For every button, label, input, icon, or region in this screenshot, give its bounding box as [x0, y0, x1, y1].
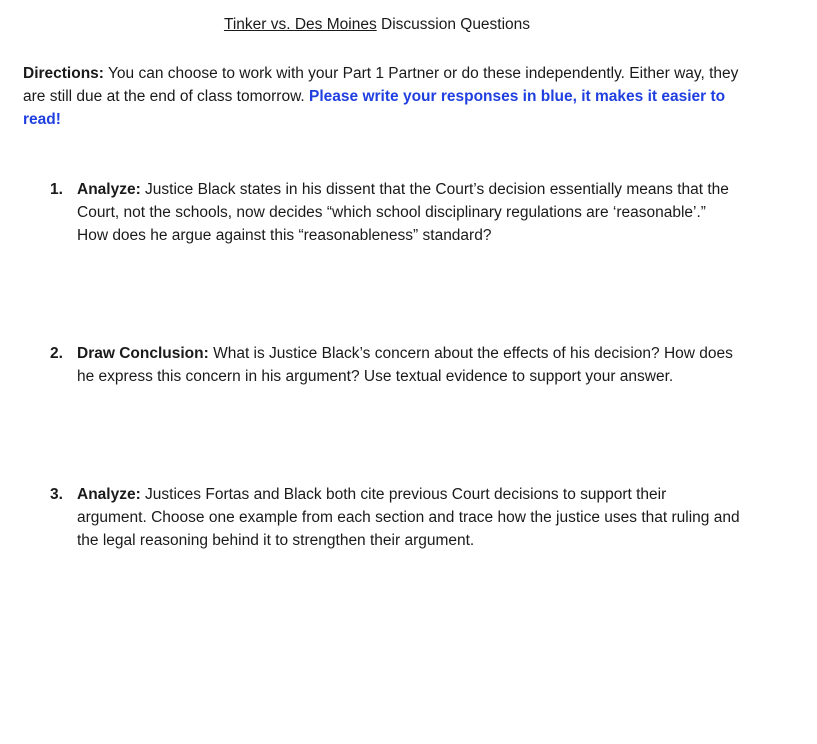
- directions-paragraph: [23, 62, 743, 131]
- question-body: [77, 342, 740, 388]
- question-item: [50, 342, 740, 388]
- question-number: 2.: [50, 345, 63, 362]
- directions-highlight: Please write your responses in blue, it makes it easier to read!: [23, 88, 726, 128]
- question-item: [50, 483, 740, 552]
- question-text: Justice Black states in his dissent that the Court’s decision essentially means that the Court, not the schools, now decides “which school disciplinary regulations are ‘reasonable’.” How does he argue against this “reasonableness” standard?: [77, 181, 729, 244]
- question-number: 1.: [50, 181, 63, 198]
- question-text: What is Justice Black’s concern about the effects of his decision? How does he express this concern in his argument? Use textual evidence to support your answer.: [77, 345, 733, 385]
- directions-label: Directions:: [23, 65, 104, 82]
- question-item: [50, 178, 740, 247]
- question-label: Analyze:: [77, 181, 141, 198]
- question-body: [77, 178, 740, 247]
- title-suffix: Discussion Questions: [376, 16, 531, 33]
- page-title: [0, 14, 754, 36]
- directions-text: You can choose to work with your Part 1 Partner or do these independently. Either way, they are still due at the end of class tomorrow.: [23, 65, 739, 105]
- question-text: Justices Fortas and Black both cite previous Court decisions to support their argument. Choose one example from each section and trace how the justice uses that ruling and the legal reasoning behind it to strengthen their argument.: [77, 486, 740, 549]
- question-number: 3.: [50, 486, 63, 503]
- question-label: Draw Conclusion:: [77, 345, 209, 362]
- question-body: [77, 483, 740, 552]
- question-label: Analyze:: [77, 486, 141, 503]
- title-case-name: Tinker vs. Des Moines: [223, 16, 377, 33]
